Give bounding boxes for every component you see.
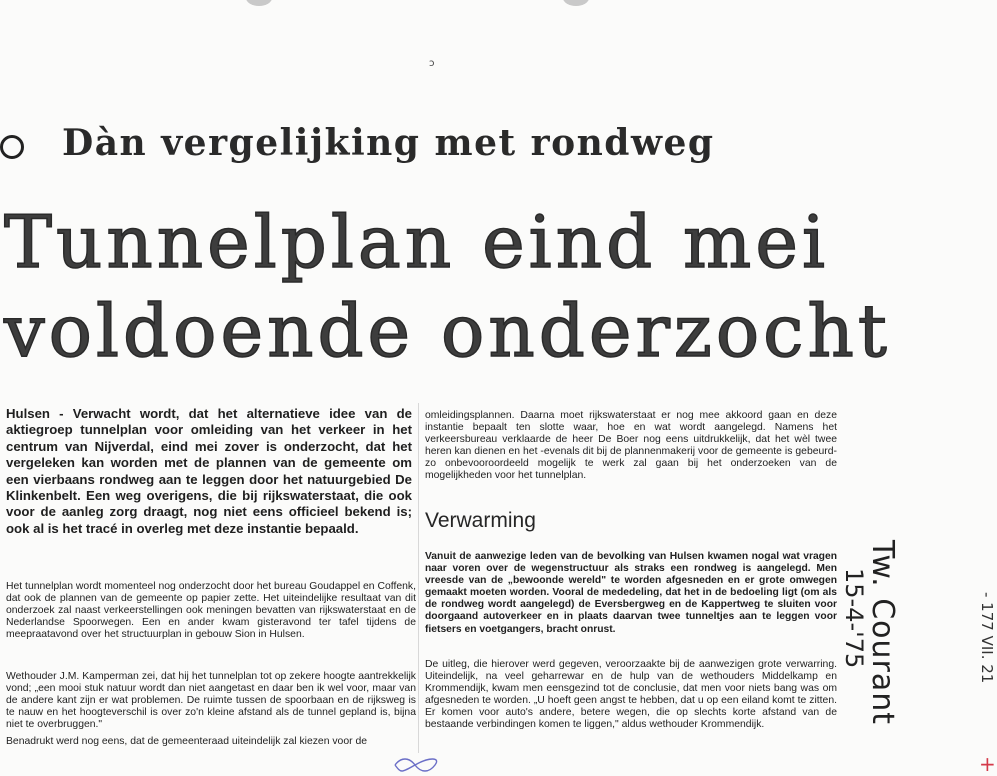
handwritten-source: Tw. Courant — [865, 540, 900, 726]
column-divider — [418, 403, 419, 753]
handwritten-plus-mark: + — [979, 752, 996, 776]
handwritten-date: 15-4-'75 — [840, 568, 868, 669]
body-paragraph-3: Benadrukt werd nog eens, dat de gemeenteraad uiteindelijk zal kiezen voor de — [6, 736, 368, 747]
stray-mark: ↄ — [429, 58, 435, 69]
handwritten-reference: - 177 VII. 21 — [978, 592, 996, 684]
section-subheading: Verwarming — [425, 509, 536, 532]
body-paragraph-1: Het tunnelplan wordt momenteel nog onderzocht door het bureau Goudappel en Coffenk, dat ook de plannen van de gemeente op papier zette. Het uiteindelijke resultaat van dit onderzoek zal naast verkeerstellingen ook meningen bevatten van rijkswaterstaat en de Nederlandse Spoorwegen. Een en ander kwam gisteravond ter tafel tijdens de meepraatavond over het structuurplan in gebouw Sion in Hulsen. — [6, 581, 416, 641]
kicker-heading: Dàn vergelijking met rondweg — [62, 122, 715, 164]
bullet-circle-icon — [0, 135, 24, 159]
right-column-continuation: omleidingsplannen. Daarna moet rijkswaterstaat er nog mee akkoord gaan en deze instantie bepaalt ten slotte waar, hoe en wat wordt aangelegd. Namens het verkeersbureau verklaarde de heer De Boer nog eens uitdrukkelijk, dat het wèl twee heren kan dienen en het -evenals dit bij de plannenmakerij voor de gemeente is gebeurd- zo onbevooroordeeld mogelijk te werk zal gaan bij het onderzoeken van de mogelijkheden voor het tunnelplan. — [425, 410, 837, 482]
ink-scribble-icon — [393, 756, 439, 774]
headline — [4, 198, 891, 376]
section-body-paragraph: De uitleg, die hierover werd gegeven, veroorzaakte bij de aanwezigen grote verwarring. Uiteindelijk, na veel geharrewar en de hulp van de wethouders Middelkamp en Krommendijk, kwam men eensgezind tot de conclusie, dat men voor niets bang was om afgesneden te worden. „U hoeft geen angst te hebben, dat u op een eiland komt te zitten. Er komen voor auto's andere, betere wegen, die op slechts korte afstand van de bestaande verbindingen komen te liggen," aldus wethouder Krommendijk. — [425, 659, 837, 731]
lead-paragraph: Hulsen - Verwacht wordt, dat het alternatieve idee van de aktiegroep tunnelplan voor omleiding van het verkeer in het centrum van Nijverdal, eind mei zover is onderzocht, dat het vergeleken kan worden met de plannen van de gemeente om een vierbaans rondweg aan te leggen door het natuurgebied De Klinkenbelt. Een weg overigens, die bij rijkswaterstaat, die ook voor de aanleg zorg draagt, nog niet eens officieel bekend is; ook al is het tracé in overleg met deze instantie bepaald. — [6, 406, 412, 536]
headline-line-2: voldoende onderzocht — [4, 289, 891, 373]
body-paragraph-2: Wethouder J.M. Kamperman zei, dat hij het tunnelplan tot op zekere hoogte aantrekkelijk vond; „een mooi stuk natuur wordt dan niet aangetast en daar ben ik wel voor, maar van de andere kant zijn er wat problemen. De ruimte tussen de spoorbaan en de rijksweg is te nauw en het hoogteverschil is over zo'n kleine afstand als de tunnel gepland is, bijna niet te overbruggen." — [6, 671, 416, 731]
headline-line-1: Tunnelplan eind mei — [4, 200, 829, 284]
section-lead-paragraph: Vanuit de aanwezige leden van de bevolking van Hulsen kwamen nogal wat vragen naar voren over de wegenstructuur als straks een rondweg is aangelegd. Men vreesde van de „bewoonde wereld" te worden afgesneden en er grote omwegen gemaakt moeten worden. Vooral de mededeling, dat het in de bedoeling ligt (om als de rondweg wordt aangelegd) de Eversbergweg en de Kappertweg te sluiten voor doorgaand autoverkeer en in plaats daarvan twee tunneltjes aan te leggen voor fietsers en voetgangers, bracht onrust. — [425, 551, 837, 635]
